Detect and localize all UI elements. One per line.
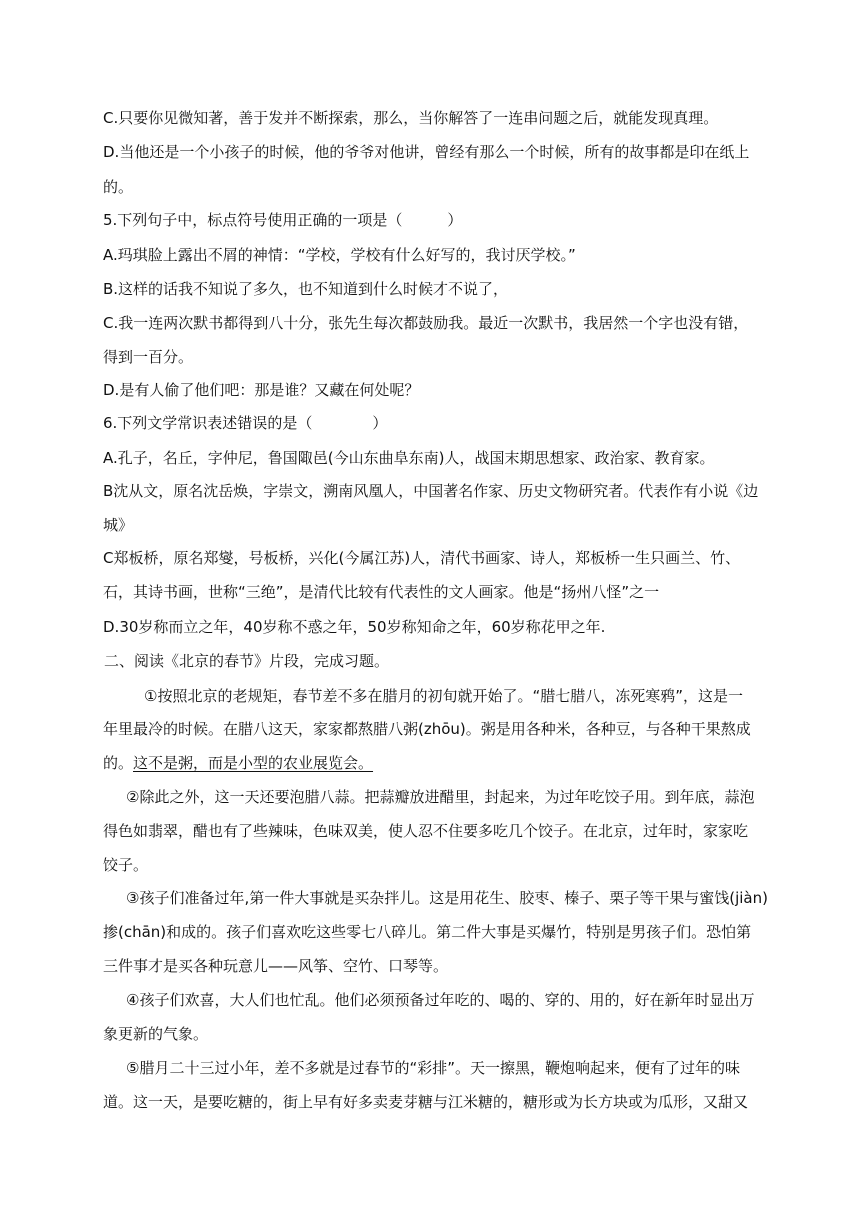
- q6-option-c-line1: C郑板桥，原名郑燮，号板桥，兴化(今属江苏)人，清代书画家、诗人，郑板桥一生只画兰、竹、: [103, 549, 741, 567]
- q5-option-b: B.这样的话我不知说了多久，也不知道到什么时候才不说了，: [103, 280, 509, 298]
- paragraph-2-line3: 饺子。: [103, 856, 149, 874]
- q6-option-b-line1: B沈从文，原名沈岳焕，字崇文，溯南风凰人，中国著名作家、历史文物研究者。代表作有小说《边: [103, 482, 759, 500]
- q6-option-a: A.孔子，名丘，字仲尼，鲁国陬邑(今山东曲阜东南)人，战国末期思想家、政治家、教育家。: [103, 449, 715, 467]
- paragraph-4-line2: 象更新的气象。: [103, 1025, 209, 1043]
- q5-option-c-line2: 得到一百分。: [103, 348, 194, 366]
- q6-stem: 6.下列文学常识表述错误的是（ ）: [103, 414, 388, 432]
- q5-stem: 5.下列句子中，标点符号使用正确的一项是（ ）: [103, 211, 463, 229]
- q6-option-d: D.30岁称而立之年，40岁称不惑之年，50岁称知命之年，60岁称花甲之年.: [103, 618, 606, 636]
- paragraph-1-line3-prefix: 的。: [103, 754, 134, 772]
- section-heading: 二、阅读《北京的春节》片段，完成习题。: [104, 652, 390, 670]
- q4-option-d-line2: 的。: [103, 178, 134, 196]
- q5-option-a: A.玛琪脸上露出不屑的神情：“学校，学校有什么好写的，我讨厌学校。”: [103, 246, 576, 264]
- paragraph-3-line1: ③孩子们准备过年,第一件大事就是买杂拌儿。这是用花生、胶枣、榛子、栗子等干果与蜜饯(jiàn): [126, 889, 768, 907]
- paragraph-1-line1: ①按照北京的老规矩，春节差不多在腊月的初旬就开始了。“腊七腊八，冻死寒鸦”，这是一: [144, 687, 743, 705]
- paragraph-2-line2: 得色如翡翠，醋也有了些辣味，色味双美，使人忍不住要多吃几个饺子。在北京，过年时，家家吃: [103, 822, 749, 840]
- q6-option-c-line2: 石，其诗书画，世称“三绝”，是清代比较有代表性的文人画家。他是“扬州八怪”之一: [103, 583, 660, 601]
- paragraph-1-line3: [103, 753, 373, 773]
- q6-option-b-line2: 城》: [103, 516, 134, 534]
- paragraph-5-line2: 道。这一天，是要吃糖的，街上早有好多卖麦芽糖与江米糖的，糖形或为长方块或为瓜形，又甜又: [103, 1093, 749, 1111]
- underlined-sentence: 这不是粥，而是小型的农业展览会。: [133, 754, 374, 772]
- paragraph-2-line1: ②除此之外，这一天还要泡腊八蒜。把蒜瓣放进醋里，封起来，为过年吃饺子用。到年底，蒜泡: [126, 788, 755, 806]
- q4-option-c: C.只要你见微知著，善于发并不断探索，那么，当你解答了一连串问题之后，就能发现真理。: [103, 109, 719, 127]
- paragraph-3-line3: 三件事才是买各种玩意儿——风筝、空竹、口琴等。: [103, 957, 449, 975]
- q5-option-c-line1: C.我一连两次默书都得到八十分，张先生每次都鼓励我。最近一次默书，我居然一个字也没有错，: [103, 314, 749, 332]
- q4-option-d-line1: D.当他还是一个小孩子的时候，他的爷爷对他讲，曾经有那么一个时候，所有的故事都是印在纸上: [103, 143, 750, 161]
- q5-option-d: D.是有人偷了他们吧：那是谁？又藏在何处呢？: [103, 381, 420, 399]
- paragraph-5-line1: ⑤腊月二十三过小年，差不多就是过春节的“彩排”。天一擦黑，鞭炮响起来，便有了过年的味: [126, 1059, 740, 1077]
- paragraph-3-line2: 掺(chān)和成的。孩子们喜欢吃这些零七八碎儿。第二件大事是买爆竹，特别是男孩子们。恐怕第: [103, 923, 752, 941]
- paragraph-1-line2: 年里最冷的时候。在腊八这天，家家都熬腊八粥(zhōu)。粥是用各种米，各种豆，与各种干果熬成: [103, 720, 751, 738]
- paragraph-4-line1: ④孩子们欢喜，大人们也忙乱。他们必须预备过年吃的、喝的、穿的、用的，好在新年时显出万: [126, 991, 755, 1009]
